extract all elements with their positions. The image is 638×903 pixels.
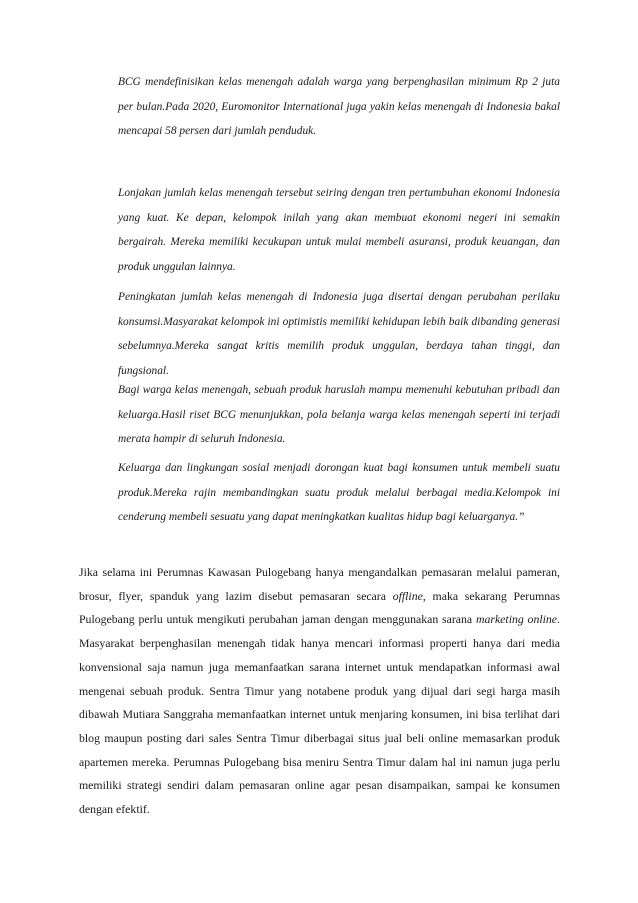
term-marketing-online: marketing online [475, 612, 558, 627]
quote-paragraph-1: BCG mendefinisikan kelas menengah adalah warga yang berpenghasilan minimum Rp 2 juta per bulan.Pada 2020, Euromonitor International juga yakin kelas menengah di Indonesia bakal mencapai 58 persen dari jumlah penduduk. [118, 76, 560, 138]
quote-paragraph-4: Bagi warga kelas menengah, sebuah produk haruslah mampu memenuhi kebutuhan pribadi dan keluarga.Hasil riset BCG menunjukkan, pola belanja warga kelas menengah seperti ini terjadi merata hampir di seluruh Indonesia. [118, 384, 560, 446]
quote-paragraph-5: Keluarga dan lingkungan sosial menjadi dorongan kuat bagi konsumen untuk membeli suatu produk.Mereka rajin membandingkan suatu produk melalui berbagai media.Kelompok ini cenderung membeli sesuatu yang dapat meningkatkan kualitas hidup bagi keluarganya.” [118, 462, 560, 524]
body-paragraph [79, 561, 560, 822]
body-text-part-2: , maka sekarang Perumnas Pulogebang perlu untuk mengikuti perubahan jaman dengan menggunakan sarana [79, 588, 560, 627]
quote-paragraph-2: Lonjakan jumlah kelas menengah tersebut seiring dengan tren pertumbuhan ekonomi Indonesia yang kuat. Ke depan, kelompok inilah yang akan membuat ekonomi negeri ini semakin bergairah. Mereka memiliki kecukupan untuk mulai membeli asuransi, produk keuangan, dan produk unggulan lainnya. [118, 187, 560, 273]
quote-paragraph-3: Peningkatan jumlah kelas menengah di Indonesia juga disertai dengan perubahan perilaku konsumsi.Masyarakat kelompok ini optimistis memiliki kehidupan lebih baik dibanding generasi sebelumnya.Mereka sangat kritis memilih produk unggulan, berdaya tahan tinggi, dan fungsional. [118, 291, 560, 377]
term-offline: offline [392, 588, 423, 603]
body-text-part-1: Jika selama ini Perumnas Kawasan Pulogebang hanya mengandalkan pemasaran melalui pameran, brosur, flyer, spanduk yang lazim disebut pemasaran secara [79, 565, 560, 603]
body-text-part-3: . Masyarakat berpenghasilan menengah tidak hanya mencari informasi properti hanya dari media konvensional saja namun juga memanfaatkan sarana internet untuk mendapatkan informasi awal mengenai sebuah produk. Sentra Timur yang notabene produk yang dijual dari segi harga masih dibawah Mutiara Sanggraha memanfaatkan internet untuk menjaring konsumen, ini bisa terlihat dari blog maupun posting dari sales Sentra Timur diberbagai situs jual beli online memasarkan produk apartemen mereka. Perumnas Pulogebang bisa meniru Sentra Timur dalam hal ini namun juga perlu memiliki strategi sendiri dalam pemasaran online agar pesan disampaikan, sampai ke konsumen dengan efektif. [79, 612, 560, 817]
